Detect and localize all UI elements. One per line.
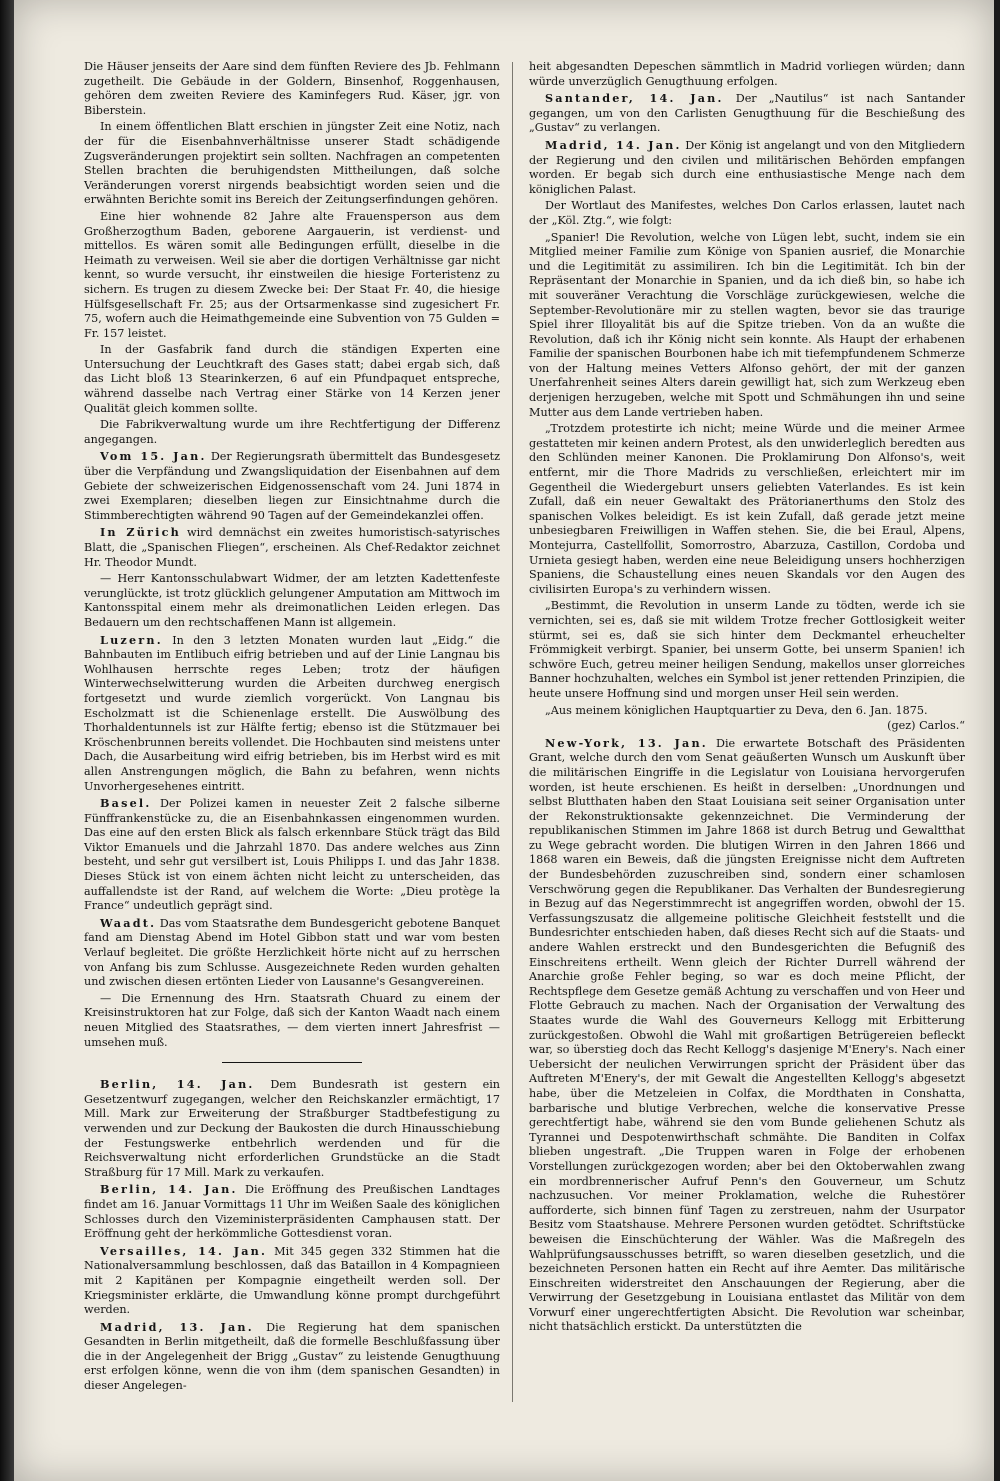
news-text: Die Regierung hat dem spanischen Gesandten in Berlin mitgetheilt, daß die formelle Beschlußfassung über die in der Angelegenheit der Brigg „Gustav“ zu leistende Genugthuung erst erfolgen könne, wenn die von ihm (dem spanischen Gesandten) in dieser Angelegen-	[84, 1320, 501, 1393]
dateline: Berlin, 14. Jan.	[100, 1077, 255, 1092]
article-paragraph: — Herr Kantonsschulabwart Widmer, der am letzten Kadettenfeste verunglückte, ist trotz glücklich gelungener Amputation am Mittwoch im Kantonsspital einem mehr als dreimonatlichen Leiden erlegen. Das Bedauern um den rechtschaffenen Mann ist allgemein.	[84, 572, 500, 629]
news-text: Dem Bundesrath ist gestern ein Gesetzentwurf zugegangen, welcher den Reichskanzler ermächtigt, 17 Mill. Mark zur Erweiterung der Straßburger Stadtbefestigung zu verwenden und zur Deckung der Baukosten die durch Hinausschiebung der Festungswerke entbehrlich werdenden und für die Reichsverwaltung nicht erforderlichen Grundstücke an die Stadt Straßburg für 17 Mill. Mark zu verkaufen.	[84, 1078, 501, 1179]
page-binding-edge	[0, 0, 14, 1481]
news-item	[84, 525, 500, 570]
article-paragraph: In einem öffentlichen Blatt erschien in jüngster Zeit eine Notiz, nach der für die Eisenbahnverhältnisse unserer Stadt schädigende Zugsveränderungen projektirt sein sollten. Nachfragen an competenten Stellen brachten die beruhigendsten Mittheilungen, daß solche Veränderungen vorerst nirgends beabsichtigt worden seien und die erwähnten Berichte somit ins Bereich der Zeitungserfindungen gehören.	[84, 120, 500, 207]
dateline: Versailles, 14. Jan.	[100, 1243, 268, 1258]
article-paragraph: Die Häuser jenseits der Aare sind dem fünften Reviere des Jb. Fehlmann zugetheilt. Die Gebäude in der Goldern, Binsenhof, Roggenhausen, gehören dem zweiten Reviere des Kaminfegers Rud. Käser, jgr. von Biberstein.	[84, 60, 500, 117]
news-text: Der Regierungsrath übermittelt das Bundesgesetz über die Verpfändung und Zwangsliquidation der Eisenbahnen auf dem Gebiete der schweizerischen Eidgenossenschaft vom 24. Juni 1874 in zwei Exemplaren; dieselben liegen zur Einsichtnahme durch die Stimmberechtigten während 90 Tagen auf der Gemeindekanzlei offen.	[84, 450, 500, 522]
dateline: Madrid, 14. Jan.	[545, 137, 682, 152]
section-divider-rule	[222, 1062, 362, 1063]
news-text: Der König ist angelangt und von den Mitgliedern der Regierung und den civilen und militärischen Behörden empfangen worden. Er begab sich durch eine enthusiastische Menge nach dem königlichen Palast.	[529, 138, 965, 196]
news-item	[84, 796, 500, 914]
news-text: Mit 345 gegen 332 Stimmen hat die Nationalversammlung beschlossen, daß das Bataillon in 4 Kompagnieen mit 2 Kapitänen per Kompagnie eingetheilt werden soll. Der Kriegsminister erklärte, die Umwandlung könne prompt durchgeführt werden.	[84, 1244, 500, 1317]
manifesto-paragraph: „Bestimmt, die Revolution in unserm Lande zu tödten, werde ich sie vernichten, sei es, daß sie mit wildem Trotze frecher Gottlosigkeit weiter stürmt, sei es, daß sie sich hinter dem Deckmantel erheuchelter Frömmigkeit verbirgt. Spanier, bei unserm Gotte, bei unserm Spanien! ich schwöre Euch, getreu meiner heiligen Sendung, makellos unser glorreiches Banner hochzuhalten, welches ein Symbol ist jener rettenden Prinzipien, die heute unsere Hoffnung sind und morgen unser Heil sein werden.	[529, 599, 965, 700]
article-paragraph: Die Fabrikverwaltung wurde um ihre Rechtfertigung der Differenz angegangen.	[84, 418, 500, 446]
news-item	[529, 91, 965, 136]
news-text: Das vom Staatsrathe dem Bundesgericht gebotene Banquet fand am Dienstag Abend im Hotel Gibbon statt und war vom besten Verlauf begleitet. Die größte Herzlichkeit hörte nicht auf zu herrschen von Anfang bis zum Schlusse. Ausgezeichnete Reden wurden gehalten und zwischen diesen ertönten Lieder von Lausanne's Gesangvereinen.	[84, 916, 500, 989]
manifesto-signature: (gez) Carlos.“	[887, 719, 965, 733]
article-paragraph: heit abgesandten Depeschen sämmtlich in Madrid vorliegen würden; dann würde unverzüglich Genugthuung erfolgen.	[529, 60, 965, 88]
dateline: Madrid, 13. Jan.	[100, 1319, 254, 1334]
news-text: Die Eröffnung des Preußischen Landtages findet am 16. Januar Vormittags 11 Uhr im Weißen Saale des königlichen Schlosses durch den Vizeministerpräsidenten Camphausen statt. Der Eröffnung geht der herkömmliche Gottesdienst voran.	[84, 1183, 501, 1241]
left-column	[84, 60, 500, 1396]
news-item	[84, 1244, 500, 1318]
news-item	[529, 736, 965, 1335]
news-item	[84, 916, 500, 990]
news-item	[84, 1320, 500, 1394]
news-item	[84, 1182, 500, 1241]
news-item	[84, 449, 500, 523]
dateline: Luzern.	[100, 632, 163, 647]
dateline: Santander, 14. Jan.	[545, 91, 724, 106]
manifesto-place-date: „Aus meinem königlichen Hauptquartier zu Deva, den 6. Jan. 1875.	[545, 703, 928, 717]
article-paragraph: — Die Ernennung des Hrn. Staatsrath Chuard zu einem der Kreisinstruktoren hat zur Folge, daß sich der Kanton Waadt nach einem neuen Mitglied des Staatsrathes, — dem vierten innert Jahresfrist — umsehen muß.	[84, 991, 500, 1049]
news-text: In den 3 letzten Monaten wurden laut „Eidg.“ die Bahnbauten im Entlibuch eifrig betrieben und auf der Linie Langnau bis Wohlhausen herrschte reges Leben; trotz der häufigen Winterwechselwitterung wurden die Arbeiten durchweg energisch fortgesetzt und wurde ziemlich vorgerückt. Von Langnau bis Escholzmatt ist die Schienenlage erstellt. Die Auswölbung des Thorhaldentunnels ist zur Hälfte fertig; ebenso ist die Stützmauer bei Kröschenbrunnen bereits vollendet. Die Hochbauten sind meistens unter Dach, die Ausarbeitung wird eifrig betrieben, bis im Herbst wird es mit allen Anstrengungen möglich, die Bahn zu befahren, wenn nichts Unvorhergesehenes eintritt.	[84, 633, 500, 793]
article-paragraph: Der Wortlaut des Manifestes, welches Don Carlos erlassen, lautet nach der „Köl. Ztg.“, wie folgt:	[529, 199, 965, 227]
dateline: In Zürich	[100, 525, 181, 540]
news-text: Der „Nautilus“ ist nach Santander gegangen, um von den Carlisten Genugthuung für die Beschießung des „Gustav“ zu verlangen.	[529, 92, 965, 135]
manifesto-paragraph: „Trotzdem protestirte ich nicht; meine Würde und die meiner Armee gestatteten mir keinen andern Protest, als den unwiderleglich beredten aus den Schlünden meiner Kanonen. Die Proklamirung Don Alfonso's, weit entfernt, mir die Thore Madrids zu verschließen, erleichtert mir im Gegentheil die Wiedergeburt unsers geliebten Vaterlandes. Es ist kein Zufall, daß ein neuer Gewaltakt des Prätorianerthums den Stolz des spanischen Volkes beleidigt. Es ist kein Zufall, daß gerade jetzt meine unbesiegbaren Freiwilligen in Waffen stehen. Sie, die bei Eraul, Alpens, Montejurra, Castellfollit, Somorrostro, Abarzuza, Castillon, Cordoba und Urnieta gesiegt haben, werden eine neue Beleidigung unsers hochherzigen Spaniens, die Schaustellung eines neuen Skandals vor den Augen des civilisirten Europa's zu verhindern wissen.	[529, 422, 965, 596]
article-paragraph: In der Gasfabrik fand durch die ständigen Experten eine Untersuchung der Leuchtkraft des Gases statt; dabei ergab sich, daß das Licht bloß 13 Stearinkerzen, 6 auf ein Pfundpaquet entspreche, während dasselbe nach Vertrag einer Stärke von 14 Kerzen jener Qualität gleich kommen sollte.	[84, 343, 500, 415]
dateline: Waadt.	[100, 915, 157, 930]
dateline: Berlin, 14. Jan.	[100, 1182, 238, 1197]
manifesto-paragraph: „Spanier! Die Revolution, welche von Lügen lebt, sucht, indem sie ein Mitglied meiner Familie zum Könige von Spanien ausrief, die Monarchie und die Legitimität zu assimiliren. Ich bin die Legitimität. Ich bin der Repräsentant der Monarchie in Spanien, und da ich dieß bin, so habe ich mit souveräner Verachtung die Vorschläge zurückgewiesen, welche die September-Revolutionäre mir zu stellen wagten, bevor sie das traurige Spiel ihrer Illoyalität bis auf die Spitze trieben. Von da an wußte die Revolution, daß ich ihr König nicht sein konnte. Als Haupt der erhabenen Familie der spanischen Bourbonen habe ich mit tiefempfundenem Schmerze von der Haltung meines Vetters Alfonso gehört, der mit der ganzen Unerfahrenheit seines Alters darein gewilligt hat, sich zum Werkzeug eben derjenigen herzugeben, welche mit Spott und Schmähungen ihn und seine Mutter aus dem Lande vertrieben haben.	[529, 230, 965, 419]
news-item	[529, 138, 965, 197]
article-paragraph: Eine hier wohnende 82 Jahre alte Frauensperson aus dem Großherzogthum Baden, geborene Aargauerin, ist verdienst- und mittellos. Es wären somit alle Bedingungen erfüllt, dieselbe in die Heimath zu verweisen. Weil sie aber die dortigen Verhältnisse gar nicht kennt, so wurde versucht, ihr einstweilen die hiesige Forteristenz zu sichern. Es trugen zu diesem Zwecke bei: Der Staat Fr. 40, die hiesige Hülfsgesellschaft Fr. 25; aus der Ortsarmenkasse sind zugesichert Fr. 75, wofern auch die Heimathgemeinde eine Subvention von 75 Gulden = Fr. 157 leistet.	[84, 209, 500, 340]
dateline: Basel.	[100, 796, 152, 811]
news-text: wird demnächst ein zweites humoristisch-satyrisches Blatt, die „Spanischen Fliegen“, erscheinen. Als Chef-Redaktor zeichnet Hr. Theodor Mundt.	[84, 526, 501, 569]
news-text: Der Polizei kamen in neuester Zeit 2 falsche silberne Fünffrankenstücke zu, die an Eisenbahnkassen eingenommen wurden. Das eine auf den ersten Blick als falsch erkennbare Stück trägt das Bild Viktor Emanuels und die Jahrzahl 1870. Das andere welches aus Zinn besteht, und sehr gut versilbert ist, Louis Philipps I. und das Jahr 1838. Dieses Stück ist von einem ächten nicht leicht zu unterscheiden, das auffallendste ist der Rand, auf welchem die Worte: „Dieu protège la France“ undeutlich geprägt sind.	[84, 797, 500, 913]
dateline: Vom 15. Jan.	[100, 449, 207, 464]
right-column	[529, 60, 965, 1337]
news-item	[84, 633, 500, 795]
column-divider	[512, 62, 513, 1402]
news-item	[84, 1077, 500, 1180]
dateline: New-York, 13. Jan.	[545, 735, 708, 750]
news-text: Die erwartete Botschaft des Präsidenten Grant, welche durch den vom Senat geäußerten Wunsch um Auskunft über die militärischen Eingriffe in die Legislatur von Louisiana hervorgerufen worden, ist heute erschienen. Es heißt in derselben: „Unordnungen und selbst Blutthaten haben den Staat Louisiana seit seiner Organisation unter der Rekonstruktionsakte gekennzeichnet. Die Verminderung der republikanischen Stimmen im Jahre 1868 ist durch Betrug und Gewaltthat zu Wege gebracht worden. Die blutigen Wirren in den Jahren 1866 und 1868 waren ein Beweis, daß die jüngsten Ereignisse nicht dem Auftreten der Bundesbehörden zuzuschreiben sind, sondern einer schamlosen Verschwörung gegen die Republikaner. Das Verhalten der Bundesregierung in Bezug auf das Negerstimmrecht ist angegriffen worden, obwohl der 15. Verfassungszusatz die allgemeine politische Gleichheit feststellt und die Bundesrichter entschieden haben, daß dieses Recht sich auf die Staats- und andere Wahlen erstreckt und den Bundesgerichten die Befugniß des Einschreitens ertheilt. Wenn gleich der Richter Durrell während der Anarchie große Fehler beging, so war es doch meine Pflicht, der Rechtspflege dem Gesetze gemäß Achtung zu verschaffen und von Heer und Flotte Gebrauch zu machen. Nach der Organisation der Verwaltung des Staates wurde die Wahl des Gouverneurs Kellogg mit Erbitterung zurückgestoßen. Obwohl die Wahl mit großartigen Betrügereien befleckt war, so überstieg doch das Recht Kellogg's dasjenige M'Enery's. Nach einer Uebersicht der neulichen Verwirrungen spricht der Präsident über das Auftreten M'Enery's, der mit Gewalt die Angestellten Kellogg's abgesetzt habe, über die Metzeleien in Colfax, die Mordthaten in Conshatta, barbarische und blutige Verbrechen, welche die konservative Presse gerechtfertigt habe, während sie den vom Bunde geliehenen Schutz als Tyrannei und Despotenwirthschaft schmähte. Die Banditen in Colfax blieben ungestraft. „Die Truppen waren in Folge der erhobenen Vorstellungen zurückgezogen worden; aber bei den Oktoberwahlen zwang ein mordbrennerischer Aufruf Penn's den Gouverneur, um Schutz nachzusuchen. Vor meiner Proklamation, welche die Ruhestörer aufforderte, sich binnen fünf Tagen zu zerstreuen, nahm der Usurpator Besitz vom Staatshause. Mehrere Personen wurden getödtet. Schriftstücke beweisen die Einschüchterung der Wähler. Was die Maßregeln des Wahlprüfungsausschusses betrifft, so waren dieselben gesetzlich, und die bezeichneten Personen hatten ein Recht auf ihre Aemter. Das militärische Einschreiten widerstreitet den Anschauungen der Regierung, aber die Verwirrung der Gesetzgebung in Louisiana entlastet das Militär von dem Vorwurf einer ungerechtfertigten Absicht. Die Revolution war scheinbar, nicht thatsächlich erstickt. Da unterstützten die	[529, 736, 965, 1334]
